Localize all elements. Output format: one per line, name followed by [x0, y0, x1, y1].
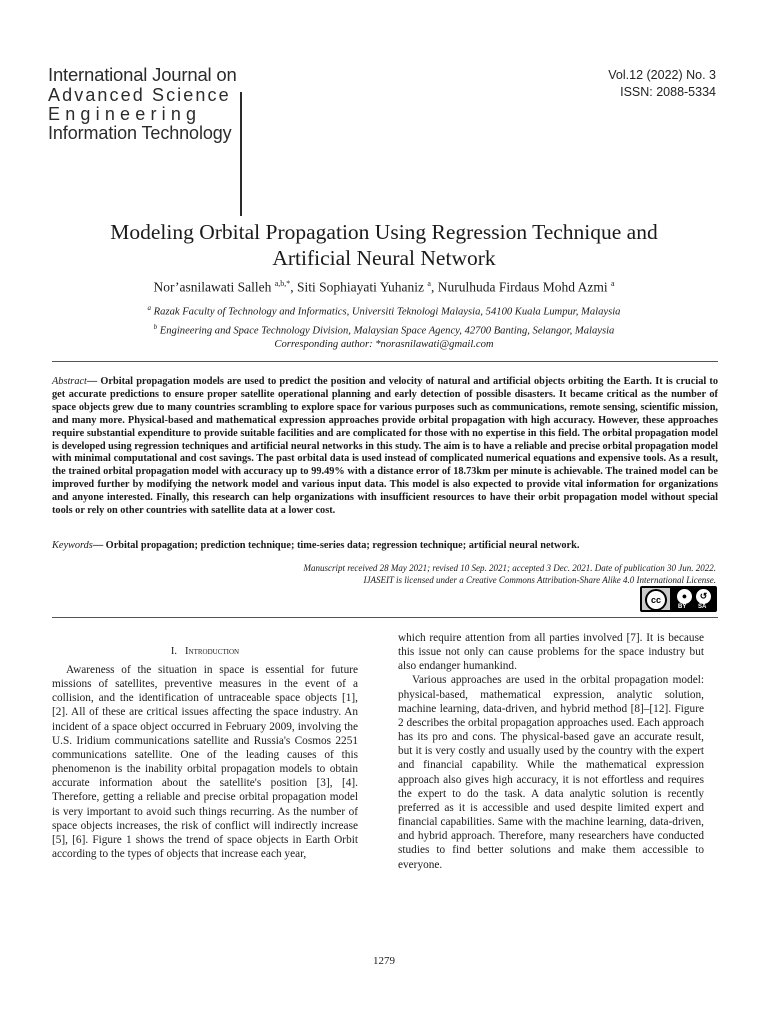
- author-name: Nor’asnilawati Salleh: [153, 279, 272, 295]
- issn-label: ISSN: 2088-5334: [620, 85, 716, 99]
- volume-info: [608, 67, 716, 101]
- affiliations: [40, 301, 728, 352]
- share-alike-icon: ↺: [696, 589, 711, 604]
- body-column-left: [52, 663, 358, 861]
- journal-logo-line4: Information Technology: [48, 123, 232, 143]
- abstract-text: — Orbital propagation models are used to predict the position and velocity of natural and artificial objects orbiting the Earth. It is crucial to get accurate predictions to ensure proper satellite operational planning and early detection of possible disasters. It became critical as the number of space objects grew due to many countries scrambling to explore space for various purposes such as communications, remote sensing, scientific mission, and many more. Physical-based and mathematical expression approaches provide orbital propagation with high accuracy. However, these approaches require substantial expenditure to provide suitable facilities and are complicated for those with no expertise in this field. The orbital propagation model is developed using regression techniques and artificial neural networks in this study. The aim is to have a reliable and precise orbital propagation model with minimal computational and cost savings. The past orbital data is used instead of complicated numerical equations and expensive tools. As a result, the trained orbital propagation model with accuracy up to 99.49% with a distance error of 18.73km per minute is achievable. The trained model can be improved further by modifying the network model and various input data. This model is also expected to provide vital information for organizations and anyone interested. Finally, this research can help organizations with insufficient resources to have their orbit propagation model without special tools or rely on other countries with satellite data at a lower cost.: [52, 376, 718, 517]
- keywords: [52, 539, 718, 552]
- divider-top: [52, 361, 718, 362]
- author-list: Nor’asnilawati Salleh $^{a,b,*}$, Siti Sophiayati Yuhaniz $^a$, Nurulhuda Firdaus Mohd Azmi $^a$: [153, 279, 615, 295]
- section-heading: [52, 645, 358, 658]
- affiliation-mark: b: [153, 322, 158, 331]
- journal-logo-line3: Engineering: [48, 104, 202, 124]
- badge-by-label: BY: [678, 604, 687, 610]
- manuscript-dates: Manuscript received 28 May 2021; revised 10 Sep. 2021; accepted 3 Dec. 2021. Date of publication 30 Jun. 2022.: [303, 563, 716, 573]
- corresponding-author: Corresponding author: *norasnilawati@gmail.com: [274, 339, 494, 351]
- license-text: IJASEIT is licensed under a Creative Commons Attribution-Share Alike 4.0 International License.: [363, 574, 716, 585]
- paper-title-line1: Modeling Orbital Propagation Using Regression Technique and: [110, 220, 658, 244]
- author-name: Nurulhuda Firdaus Mohd Azmi: [437, 279, 608, 295]
- body-paragraph-continued: which require attention from all parties involved [7]. It is because this issue not only can cause problems for the space industry but also endanger humankind.: [398, 632, 704, 673]
- page-number: 1279: [373, 955, 395, 967]
- cc-by-sa-badge[interactable]: [640, 586, 717, 612]
- affiliation-b: [40, 320, 728, 339]
- author-affiliation-mark: a: [610, 279, 615, 288]
- author-name: Siti Sophiayati Yuhaniz: [297, 279, 425, 295]
- volume-label: Vol.12 (2022) No. 3: [608, 68, 716, 82]
- keywords-lead: Keywords: [52, 540, 93, 551]
- cc-icon: cc: [645, 589, 667, 611]
- journal-logo-bar: [240, 92, 242, 216]
- abstract: [52, 376, 718, 518]
- journal-logo: [48, 64, 248, 143]
- body-paragraph: Awareness of the situation in space is essential for future missions of satellites, preventive measures in the event of a collision, and the identification of untraceable space objects [1], [2]. All of these are critical issues affecting the space industry. An incident of a space object occurred in February 2009, involving the U.S. Iridium communications satellite and Russia's Cosmos 2251 communications satellite. One of the leading causes of this phenomenon is the inability orbital propagation models to obtain accurate information about the satellite's position [3], [4]. Therefore, getting a reliable and precise orbital propagation model is very important to avoid such things recurring. As the number of space objects increases, the risk of conflict will indirectly increase [5], [6]. Figure 1 shows the trend of space objects in Earth Orbit according to the types of objects that increase each year,: [52, 664, 358, 861]
- person-icon: ●: [677, 589, 692, 604]
- affiliation-a: [40, 301, 728, 320]
- body-column-right: [398, 631, 704, 872]
- journal-logo-line1: International Journal on: [48, 64, 237, 85]
- badge-sa-label: SA: [698, 604, 707, 610]
- manuscript-info: [156, 563, 716, 586]
- affiliation-text: Razak Faculty of Technology and Informatics, Universiti Teknologi Malaysia, 54100 Kuala Lumpur, Malaysia: [153, 306, 621, 318]
- section-title: Introduction: [185, 646, 240, 657]
- affiliation-mark: a: [147, 304, 152, 312]
- abstract-lead: Abstract: [52, 376, 87, 387]
- paper-title: [60, 219, 708, 271]
- body-paragraph: Various approaches are used in the orbital propagation model: physical-based, mathematical expression, analytic solution, machine learning, data-driven, and hybrid method [8]–[12]. Figure 2 describes the orbital propagation approaches used. Each approach has its pro and cons. The physical-based gave an accurate result, but it is very costly and usually used by the country with the expert and financial capability. While the mathematical expression approach also gives high accuracy, it is not effortless and requires the expert to do the task. A data analytic solution is recently preferred as it is accessible and used despite limited expert and financial capabilities. Same with the machine learning, data-driven, and hybrid approach. Therefore, many researchers have conducted studies to find better solutions and make them accessible to everyone.: [398, 674, 704, 871]
- keywords-text: — Orbital propagation; prediction technique; time-series data; regression technique; artificial neural network.: [92, 540, 580, 551]
- author-affiliation-mark: a: [427, 279, 431, 288]
- affiliation-text: Engineering and Space Technology Division, Malaysian Space Agency, 42700 Banting, Selangor, Malaysia: [159, 325, 615, 337]
- journal-logo-line2: Advanced Science: [48, 85, 231, 105]
- divider-bottom: [52, 617, 718, 618]
- paper-title-line2: Artificial Neural Network: [272, 246, 496, 270]
- author-affiliation-mark: a,b,*: [274, 279, 291, 288]
- section-number: I.: [170, 646, 178, 657]
